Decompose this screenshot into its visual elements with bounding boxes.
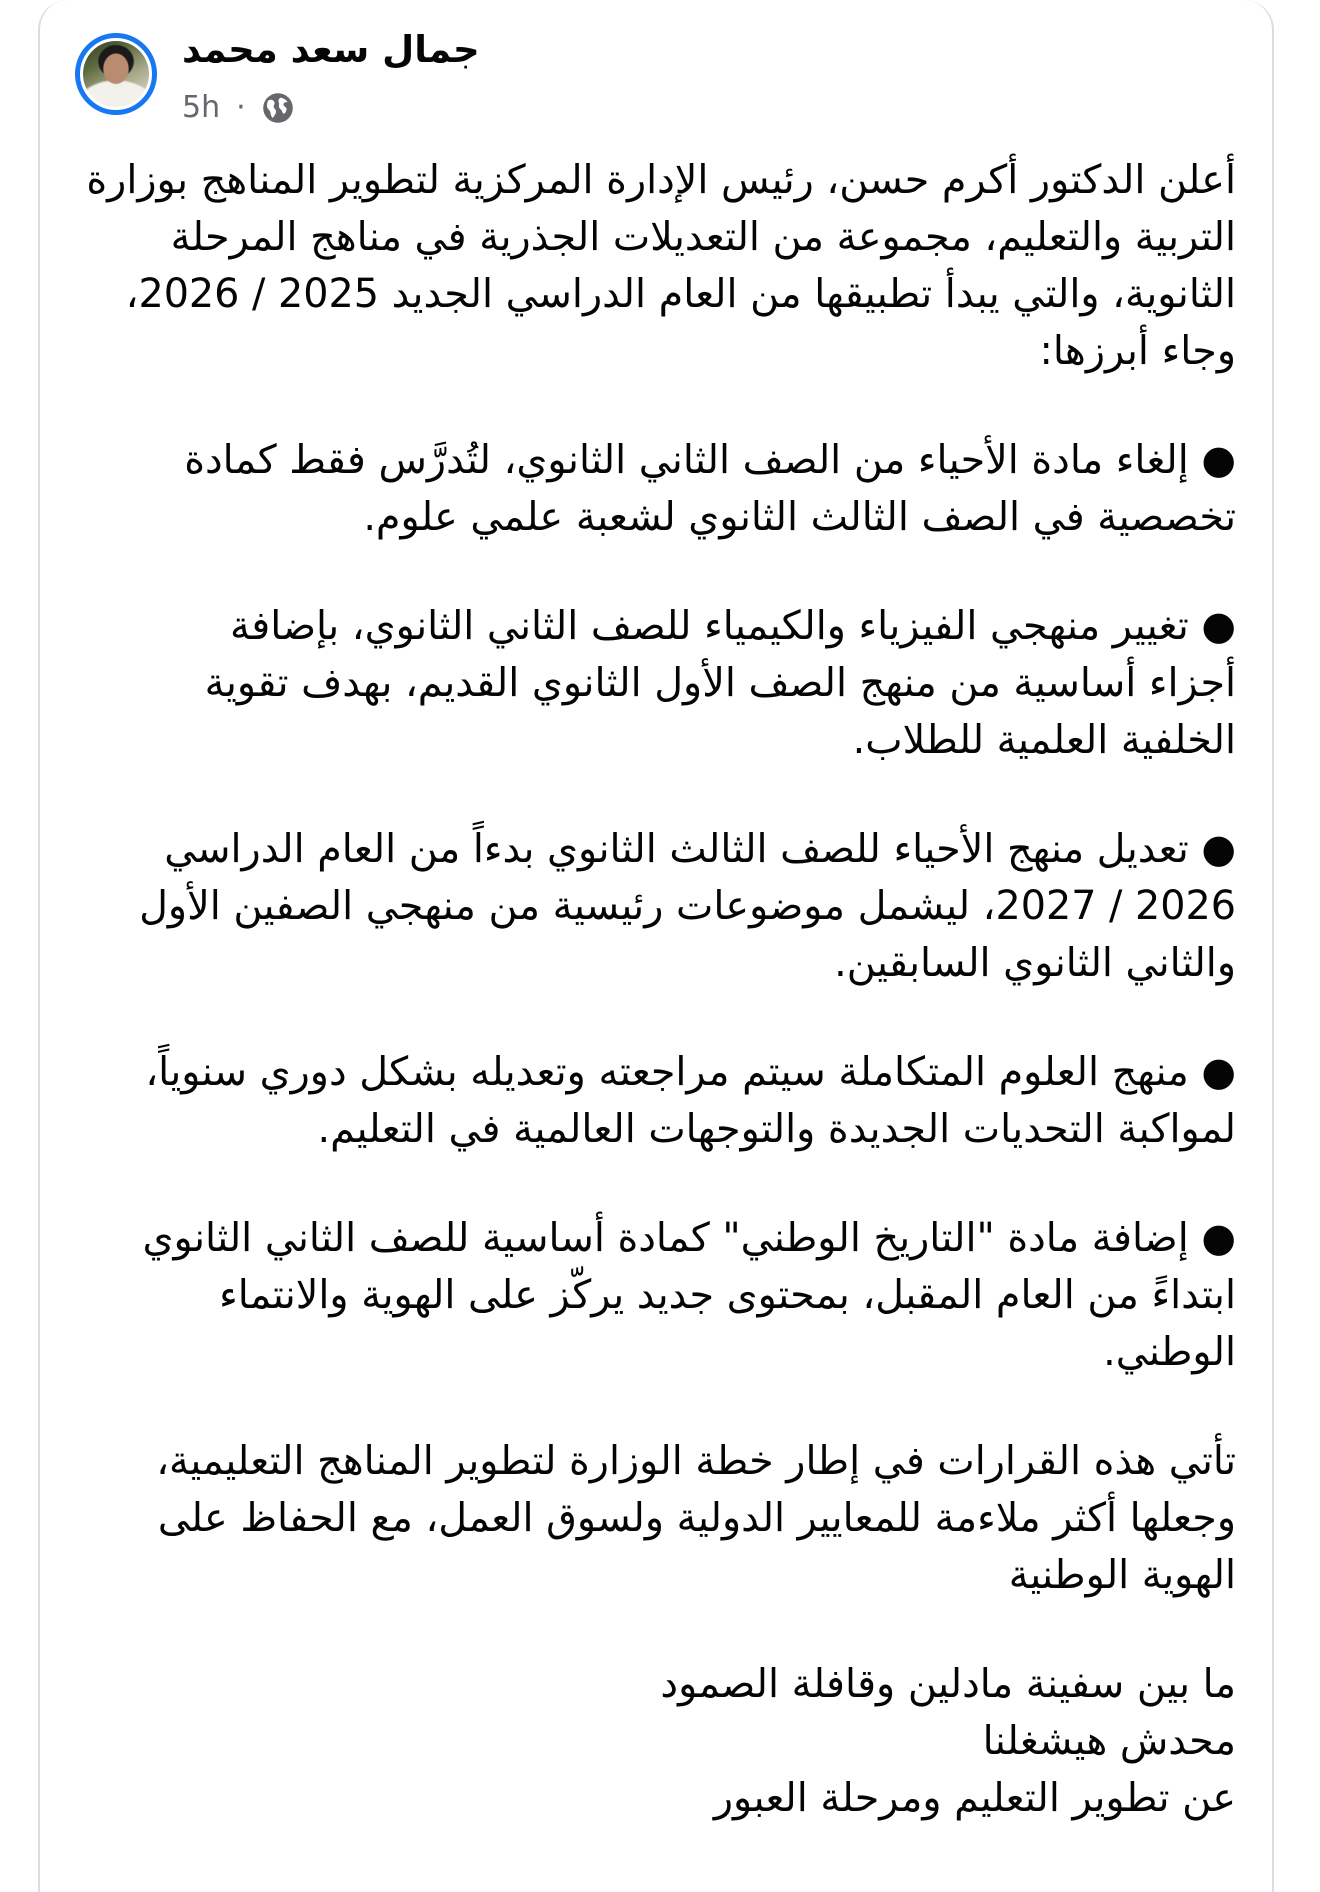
text-line: ● إلغاء مادة الأحياء من الصف الثاني الثانوي، لتُدرَّس فقط كمادة (184, 437, 1236, 483)
bullet-item (60, 1044, 1236, 1158)
bullet-item (60, 1210, 1236, 1381)
text-line: لمواكبة التحديات الجديدة والتوجهات العالمية في التعليم. (317, 1106, 1236, 1152)
post-timestamp[interactable]: 5h (182, 90, 221, 125)
text-line: ● إضافة مادة "التاريخ الوطني" كمادة أساسية للصف الثاني الثانوي (142, 1215, 1236, 1261)
text-line: أعلن الدكتور أكرم حسن، رئيس الإدارة المركزية لتطوير المناهج بوزارة (86, 157, 1236, 203)
avatar-photo (83, 41, 149, 107)
globe-icon (262, 92, 294, 124)
text-line: 2026 / 2027، ليشمل موضوعات رئيسية من منهجي الصفين الأول (139, 883, 1236, 929)
text-line: عن تطوير التعليم ومرحلة العبور (713, 1775, 1236, 1821)
author-name[interactable]: جمال سعد محمد (182, 28, 480, 71)
meta-separator: · (236, 90, 246, 125)
text-line: ابتداءً من العام المقبل، بمحتوى جديد يركّز على الهوية والانتماء (219, 1272, 1236, 1318)
text-line: محدش هيشغلنا (982, 1718, 1236, 1764)
text-line: ما بين سفينة مادلين وقافلة الصمود (660, 1661, 1236, 1707)
text-line: الخلفية العلمية للطلاب. (852, 717, 1236, 763)
avatar[interactable] (75, 33, 157, 115)
text-line: ● تغيير منهجي الفيزياء والكيمياء للصف الثاني الثانوي، بإضافة (230, 603, 1236, 649)
bullet-item (60, 598, 1236, 769)
bullet-item (60, 821, 1236, 992)
post-body (60, 152, 1236, 1827)
closing-paragraph (60, 1433, 1236, 1604)
text-line: تخصصية في الصف الثالث الثانوي لشعبة علمي علوم. (363, 494, 1236, 540)
text-line: الوطني. (1103, 1329, 1236, 1375)
post-meta (182, 89, 294, 127)
text-line: ● تعديل منهج الأحياء للصف الثالث الثانوي بدءاً من العام الدراسي (164, 826, 1236, 872)
intro-paragraph (60, 152, 1236, 380)
comment-paragraph (60, 1656, 1236, 1827)
text-line: ● منهج العلوم المتكاملة سيتم مراجعته وتعديله بشكل دوري سنوياً، (145, 1049, 1236, 1095)
text-line: وجعلها أكثر ملاءمة للمعايير الدولية ولسوق العمل، مع الحفاظ على (157, 1495, 1236, 1541)
text-line: والثاني الثانوي السابقين. (834, 940, 1236, 986)
text-line: أجزاء أساسية من منهج الصف الأول الثانوي القديم، بهدف تقوية (204, 660, 1236, 706)
text-line: وجاء أبرزها: (1039, 328, 1236, 374)
text-line: الهوية الوطنية (1008, 1552, 1236, 1598)
text-line: تأتي هذه القرارات في إطار خطة الوزارة لتطوير المناهج التعليمية، (156, 1438, 1236, 1484)
text-line: التربية والتعليم، مجموعة من التعديلات الجذرية في مناهج المرحلة (170, 214, 1236, 260)
text-line: الثانوية، والتي يبدأ تطبيقها من العام الدراسي الجديد 2025 / 2026، (125, 271, 1236, 317)
bullet-item (60, 432, 1236, 546)
